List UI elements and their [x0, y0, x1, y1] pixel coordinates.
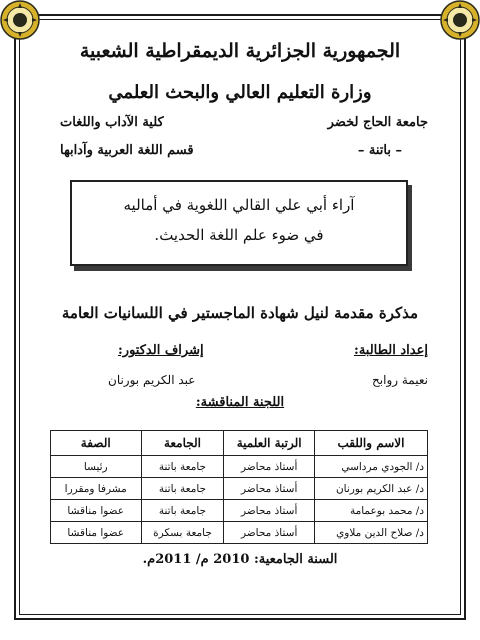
- committee-label: اللجنة المناقشة:: [195, 395, 285, 410]
- member-university: جامعة بسكرة: [141, 522, 224, 544]
- thesis-title-box: [70, 180, 408, 266]
- thesis-title-line-1: آراء أبي علي القالي اللغوية في أماليه: [123, 196, 355, 214]
- supervisor-name: عبد الكريم بورنان: [108, 373, 196, 387]
- member-university: جامعة باتنة: [141, 500, 224, 522]
- column-header-name: الاسم واللقب: [314, 431, 427, 456]
- member-name: د/ عبد الكريم بورنان: [314, 478, 427, 500]
- member-role: عضوا مناقشا: [51, 522, 142, 544]
- member-role: مشرفا ومقررا: [51, 478, 142, 500]
- column-header-rank: الرتبة العلمية: [224, 431, 314, 456]
- student-label: إعداد الطالبة:: [354, 343, 428, 358]
- academic-year: السنة الجامعية: 2010 م/ 2011م.: [142, 552, 338, 567]
- ministry-heading: وزارة التعليم العالي والبحث العلمي: [108, 82, 372, 103]
- member-role: رئيسا: [51, 456, 142, 478]
- member-name: د/ الجودي مرداسي: [314, 456, 427, 478]
- member-name: د/ صلاح الدين ملاوي: [314, 522, 427, 544]
- member-rank: أستاذ محاضر: [224, 478, 314, 500]
- republic-heading: الجمهورية الجزائرية الديمقراطية الشعبية: [79, 40, 401, 62]
- member-rank: أستاذ محاضر: [224, 500, 314, 522]
- student-name: نعيمة روابح: [372, 373, 428, 387]
- thesis-title-line-2: في ضوء علم اللغة الحديث.: [154, 226, 324, 244]
- memo-description: مذكرة مقدمة لنيل شهادة الماجستير في اللسانيات العامة: [61, 304, 419, 322]
- university-emblem-icon: [440, 0, 480, 40]
- university-emblem-icon: [0, 0, 40, 40]
- column-header-university: الجامعة: [141, 431, 224, 456]
- faculty-name: كلية الآداب واللغات: [60, 115, 164, 130]
- member-name: د/ محمد بوعمامة: [314, 500, 427, 522]
- table-row: [51, 478, 428, 500]
- member-rank: أستاذ محاضر: [224, 522, 314, 544]
- member-rank: أستاذ محاضر: [224, 456, 314, 478]
- table-row: [51, 500, 428, 522]
- member-role: عضوا مناقشا: [51, 500, 142, 522]
- department-name: قسم اللغة العربية وآدابها: [60, 143, 194, 158]
- table-row: [51, 456, 428, 478]
- committee-table: [50, 430, 428, 544]
- member-university: جامعة باتنة: [141, 456, 224, 478]
- supervisor-label: إشراف الدكتور:: [118, 343, 204, 358]
- table-header-row: [51, 431, 428, 456]
- university-name: جامعة الحاج لخضر: [327, 115, 428, 130]
- city-name: – باتنة –: [357, 143, 402, 158]
- table-row: [51, 522, 428, 544]
- column-header-role: الصفة: [51, 431, 142, 456]
- member-university: جامعة باتنة: [141, 478, 224, 500]
